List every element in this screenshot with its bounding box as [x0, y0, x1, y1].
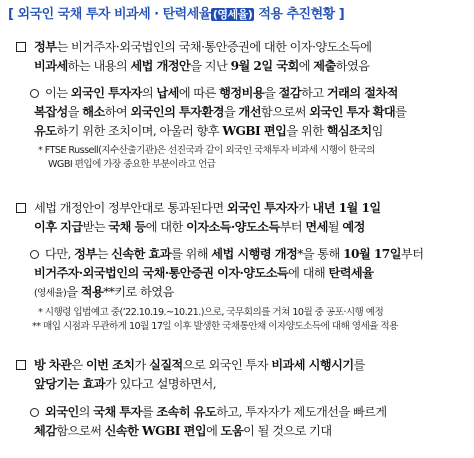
text: 에 대해 — [288, 266, 329, 280]
text: 를 — [141, 405, 157, 419]
s2-line-2 — [16, 218, 468, 237]
text: 함으로써 — [56, 424, 105, 438]
text-bold: 해소 — [82, 105, 105, 119]
text-bold: 외국인 — [45, 405, 79, 419]
text: 하기 위한 조치이며, 아울러 향후 — [56, 124, 223, 138]
text-bold: 내년 1월 1일 — [312, 201, 381, 215]
text: 에 따른 — [178, 86, 220, 100]
text-bold: 체감 — [34, 424, 57, 438]
text: 하고 — [301, 86, 327, 100]
text-bold: 세법 개정안 — [130, 59, 191, 73]
s1b-line-1 — [16, 84, 468, 103]
text: 를 — [353, 358, 365, 372]
section-bill-submission — [16, 38, 468, 76]
text-bold: 이후 지급 — [34, 220, 83, 234]
text: 을 — [223, 105, 239, 119]
section-purpose — [16, 84, 468, 172]
section-expectation — [16, 403, 468, 441]
section-zero-rate — [16, 245, 468, 334]
text: 하여 — [104, 105, 131, 119]
text: 가 — [297, 201, 313, 215]
text: 함으로써 — [260, 105, 310, 119]
text-bold: 거래의 절차적 — [326, 86, 398, 100]
title-bracket-open: [ — [8, 7, 14, 22]
text: 임 — [371, 124, 383, 138]
text: 세법 개정안이 정부안대로 통과된다면 — [34, 201, 227, 215]
text-bold: 제출 — [313, 59, 336, 73]
square-bullet-icon — [16, 42, 26, 52]
text: 하고, 투자자가 제도개선을 빠르게 — [216, 405, 387, 419]
s3-line-1 — [16, 356, 468, 375]
text-bold: 예정 — [342, 220, 365, 234]
text: 를 위해 — [170, 247, 212, 261]
text: 의 — [78, 405, 94, 419]
text-bold: 절감 — [278, 86, 302, 100]
text-bold: 복잡성 — [34, 105, 68, 119]
text: 에 — [206, 424, 221, 438]
text: 이는 — [45, 86, 71, 100]
text-bold: WGBI 편입 — [222, 124, 287, 138]
text-bold: 정부 — [34, 40, 57, 54]
text: 이 될 것으로 기대 — [243, 424, 332, 438]
text: 을 지난 — [190, 59, 231, 73]
text-bold: 외국인 투자자 — [70, 86, 142, 100]
circle-bullet-icon — [30, 250, 39, 259]
text: 하였음 — [335, 59, 370, 73]
footnote-purchase-time: ** 매입 시점과 무관하게 10월 17일 이후 발생한 국채통안채 이자양도소득에 대해 영세율 적용 — [32, 321, 398, 332]
footnote-ftse-2: WGBI 편입에 가장 중요한 부분이라고 언급 — [48, 159, 216, 170]
s3-line-2 — [16, 375, 468, 394]
text: 부터 — [400, 247, 424, 261]
s3b-line-1 — [16, 403, 468, 422]
text-bold: 적용 — [80, 285, 104, 299]
title-zero-rate-tag: (영세율) — [212, 8, 253, 21]
text-bold: 방 차관 — [34, 358, 72, 372]
text-bold: 신속한 효과 — [111, 247, 171, 261]
text-bold: 개선 — [238, 105, 261, 119]
section-vice-minister — [16, 356, 468, 394]
circle-bullet-icon — [30, 408, 39, 417]
text: 는 — [96, 247, 112, 261]
text-bold: 9월 2일 국회 — [230, 59, 299, 73]
text: 받는 — [82, 220, 109, 234]
text-bold: 외국인의 투자환경 — [130, 105, 224, 119]
text: 하는 내용의 — [67, 59, 131, 73]
text: 는 비거주자·외국법인의 국채·통안증권에 대한 이자·양도소득에 — [56, 40, 372, 54]
text-bold: 비거주자·외국법인의 국채·통안증권 이자·양도소득 — [34, 266, 289, 280]
text: 다만, — [45, 247, 75, 261]
text-bold: 외국인 투자 확대 — [309, 105, 396, 119]
s1b-line-3 — [16, 122, 468, 141]
text-bold: 도움 — [220, 424, 244, 438]
text-bold: 외국인 투자자 — [226, 201, 298, 215]
square-bullet-icon — [16, 360, 26, 370]
title-text-1: 외국인 국채 투자 비과세 · 탄력세율 — [13, 7, 211, 22]
section-expected-exemption — [16, 199, 468, 237]
text-bold: 조속히 유도 — [156, 405, 217, 419]
text-bold: 핵심조치 — [326, 124, 372, 138]
text-bold: 이번 조치 — [85, 358, 135, 372]
square-bullet-icon — [16, 203, 26, 213]
text: *을 통해 — [297, 247, 344, 261]
s1-line-2 — [16, 57, 468, 76]
text: 부터 — [279, 220, 306, 234]
text: 될 — [327, 220, 343, 234]
text-bold: 신속한 WGBI 편입 — [104, 424, 207, 438]
text-bold: 세법 시행령 개정 — [211, 247, 298, 261]
title-bracket-close: ] — [338, 7, 345, 22]
text-bold: 납세 — [156, 86, 179, 100]
text-bold: 정부 — [74, 247, 97, 261]
circle-bullet-icon — [30, 89, 39, 98]
s3b-line-2 — [16, 422, 468, 441]
text-bold: 비과세 시행시기 — [271, 358, 354, 372]
text: 에 대한 — [145, 220, 187, 234]
text-bold: 행정비용 — [219, 86, 265, 100]
text: 은 — [71, 358, 86, 372]
s2b-line-2 — [16, 264, 468, 283]
footnote-ftse-1: * FTSE Russell(지수산출기관)은 선진국과 같이 외국인 국채투자 비과세 시행이 한국의 — [38, 145, 375, 156]
text-bold: 국채 투자 — [93, 405, 142, 419]
text-bold: 실질적 — [149, 358, 183, 372]
footnote-decree: * 시행령 입법예고 중(’22.10.19.~10.21.)으로, 국무회의를 거쳐 10월 중 공포·시행 예정 — [38, 307, 384, 318]
text: 을 — [66, 285, 81, 299]
text: **키로 하였음 — [103, 285, 174, 299]
text: 에 — [298, 59, 314, 73]
page-title — [0, 0, 474, 30]
text: 의 — [141, 86, 157, 100]
text: 가 있다고 설명하면서, — [105, 377, 217, 391]
text-bold: 유도 — [34, 124, 57, 138]
text: 을 위한 — [286, 124, 327, 138]
text: 을 — [264, 86, 279, 100]
text: 으로 외국인 투자 — [182, 358, 272, 372]
s2b-line-1 — [16, 245, 468, 264]
text: (영세율) — [34, 288, 67, 299]
title-text-2: 적용 추진현황 — [254, 7, 339, 22]
s2-line-1 — [16, 199, 468, 218]
text-bold: 면세 — [305, 220, 328, 234]
s2b-line-3 — [16, 283, 468, 303]
text: 가 — [134, 358, 150, 372]
text-bold: 이자소득·양도소득 — [186, 220, 280, 234]
text: 을 — [67, 105, 83, 119]
s1b-line-2 — [16, 103, 468, 122]
text-bold: 10월 17일 — [343, 247, 401, 261]
text-bold: 국채 등 — [108, 220, 146, 234]
text-bold: 앞당기는 효과 — [34, 377, 106, 391]
s1-line-1 — [16, 38, 468, 57]
text-bold: 탄력세율 — [328, 266, 374, 280]
text: 를 — [395, 105, 407, 119]
text-bold: 비과세 — [34, 59, 68, 73]
